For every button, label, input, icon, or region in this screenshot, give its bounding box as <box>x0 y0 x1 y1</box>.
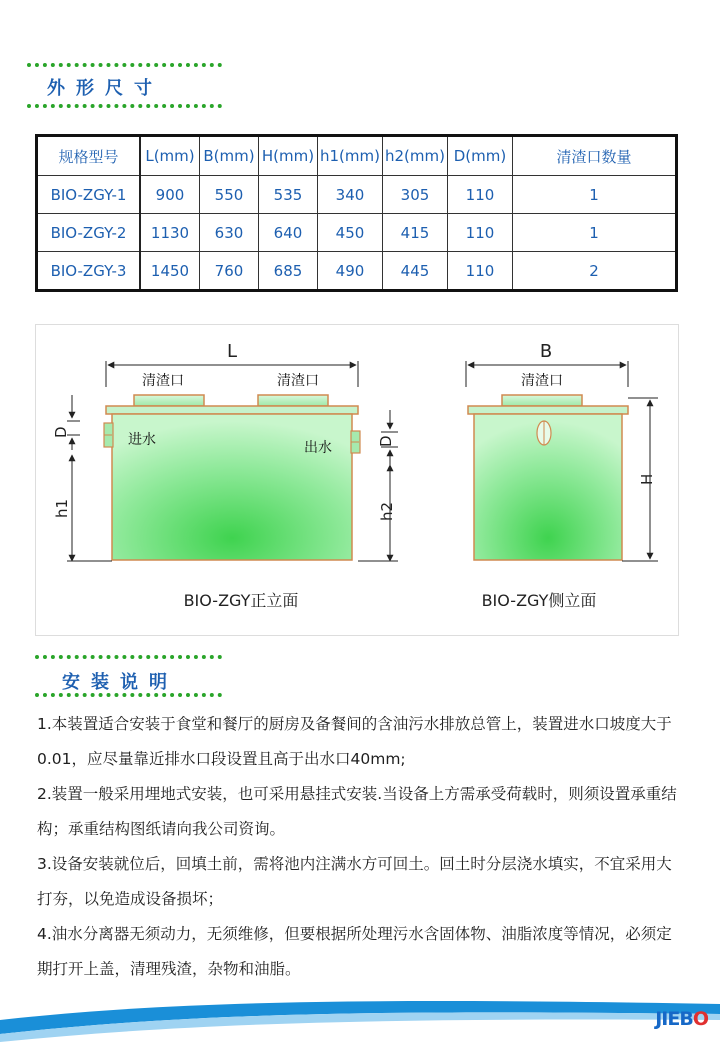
cell: 535 <box>259 176 318 214</box>
cell-model: BIO-ZGY-3 <box>37 252 141 291</box>
label-inlet: 进水 <box>128 432 156 448</box>
label-L: L <box>226 341 238 362</box>
cell: 110 <box>448 252 513 291</box>
front-view <box>52 341 398 610</box>
table-row <box>37 252 677 291</box>
logo-text: JIEB <box>655 1008 693 1030</box>
install-notes <box>37 707 687 987</box>
divider-top <box>27 63 222 67</box>
cell: 1 <box>513 176 677 214</box>
cell: 110 <box>448 214 513 252</box>
logo-mark: O <box>692 1008 708 1030</box>
divider-bottom <box>27 104 222 108</box>
table-row <box>37 176 677 214</box>
header-L: L(mm) <box>140 136 200 176</box>
header-h2: h2(mm) <box>383 136 448 176</box>
label-outlet-right: 清渣口 <box>277 373 319 389</box>
cell: 305 <box>383 176 448 214</box>
label-h2: h2 <box>378 501 396 521</box>
cell: 110 <box>448 176 513 214</box>
header-H: H(mm) <box>259 136 318 176</box>
cell: 1 <box>513 214 677 252</box>
cell: 1130 <box>140 214 200 252</box>
divider-bottom-2 <box>35 693 222 697</box>
cell-model: BIO-ZGY-2 <box>37 214 141 252</box>
section-title-dimensions: 外形尺寸 <box>47 78 163 99</box>
label-h1: h1 <box>53 498 71 518</box>
cell: 2 <box>513 252 677 291</box>
cell: 685 <box>259 252 318 291</box>
side-flange <box>468 406 628 414</box>
diagram-panel <box>35 324 679 636</box>
cell: 340 <box>318 176 383 214</box>
header-D: D(mm) <box>448 136 513 176</box>
cell: 490 <box>318 252 383 291</box>
caption-front: BIO-ZGY正立面 <box>183 591 299 610</box>
tank-flange <box>106 406 358 414</box>
section-title-install: 安装说明 <box>62 672 178 693</box>
label-B: B <box>539 341 553 362</box>
header-B: B(mm) <box>200 136 259 176</box>
label-D-left: D <box>52 426 70 438</box>
cell: 760 <box>200 252 259 291</box>
tank-diagram <box>36 325 678 635</box>
cleanout-lid-right <box>258 395 328 406</box>
note-item: 4.油水分离器无须动力，无须维修，但要根据所处理污水含固体物、油脂浓度等情况，必须定期打开上盖，清理残渣，杂物和油脂。 <box>37 925 672 978</box>
header-h1: h1(mm) <box>318 136 383 176</box>
cell: 1450 <box>140 252 200 291</box>
side-cleanout-lid <box>502 395 582 406</box>
caption-side: BIO-ZGY侧立面 <box>481 591 597 610</box>
note-item: 1.本装置适合安装于食堂和餐厅的厨房及备餐间的含油污水排放总管上，装置进水口坡度大于0.01，应尽量靠近排水口段设置且高于出水口40mm; <box>37 715 672 768</box>
table-row <box>37 214 677 252</box>
brand-logo <box>655 1008 708 1030</box>
label-side-outlet: 清渣口 <box>521 373 563 389</box>
header-count: 清渣口数量 <box>513 136 677 176</box>
cleanout-lid-left <box>134 395 204 406</box>
cell: 450 <box>318 214 383 252</box>
cell: 415 <box>383 214 448 252</box>
table-header-row <box>37 136 677 176</box>
label-H: H <box>638 473 656 485</box>
footer-wave <box>0 990 720 1050</box>
side-view <box>466 341 658 610</box>
label-outlet-water: 出水 <box>304 440 332 456</box>
cell-model: BIO-ZGY-1 <box>37 176 141 214</box>
label-D-right: D <box>377 435 395 447</box>
cell: 630 <box>200 214 259 252</box>
header-model: 规格型号 <box>37 136 141 176</box>
label-outlet-left: 清渣口 <box>142 373 184 389</box>
spec-table <box>35 134 678 292</box>
note-item: 2.装置一般采用埋地式安装，也可采用悬挂式安装.当设备上方需承受荷载时，则须设置承重结构；承重结构图纸请向我公司资询。 <box>37 785 677 838</box>
note-item: 3.设备安装就位后，回填土前，需将池内注满水方可回土。回土时分层浇水填实，不宜采用大打夯，以免造成设备损坏； <box>37 855 672 908</box>
cell: 445 <box>383 252 448 291</box>
cell: 900 <box>140 176 200 214</box>
cell: 640 <box>259 214 318 252</box>
cell: 550 <box>200 176 259 214</box>
divider-top-2 <box>35 655 222 659</box>
